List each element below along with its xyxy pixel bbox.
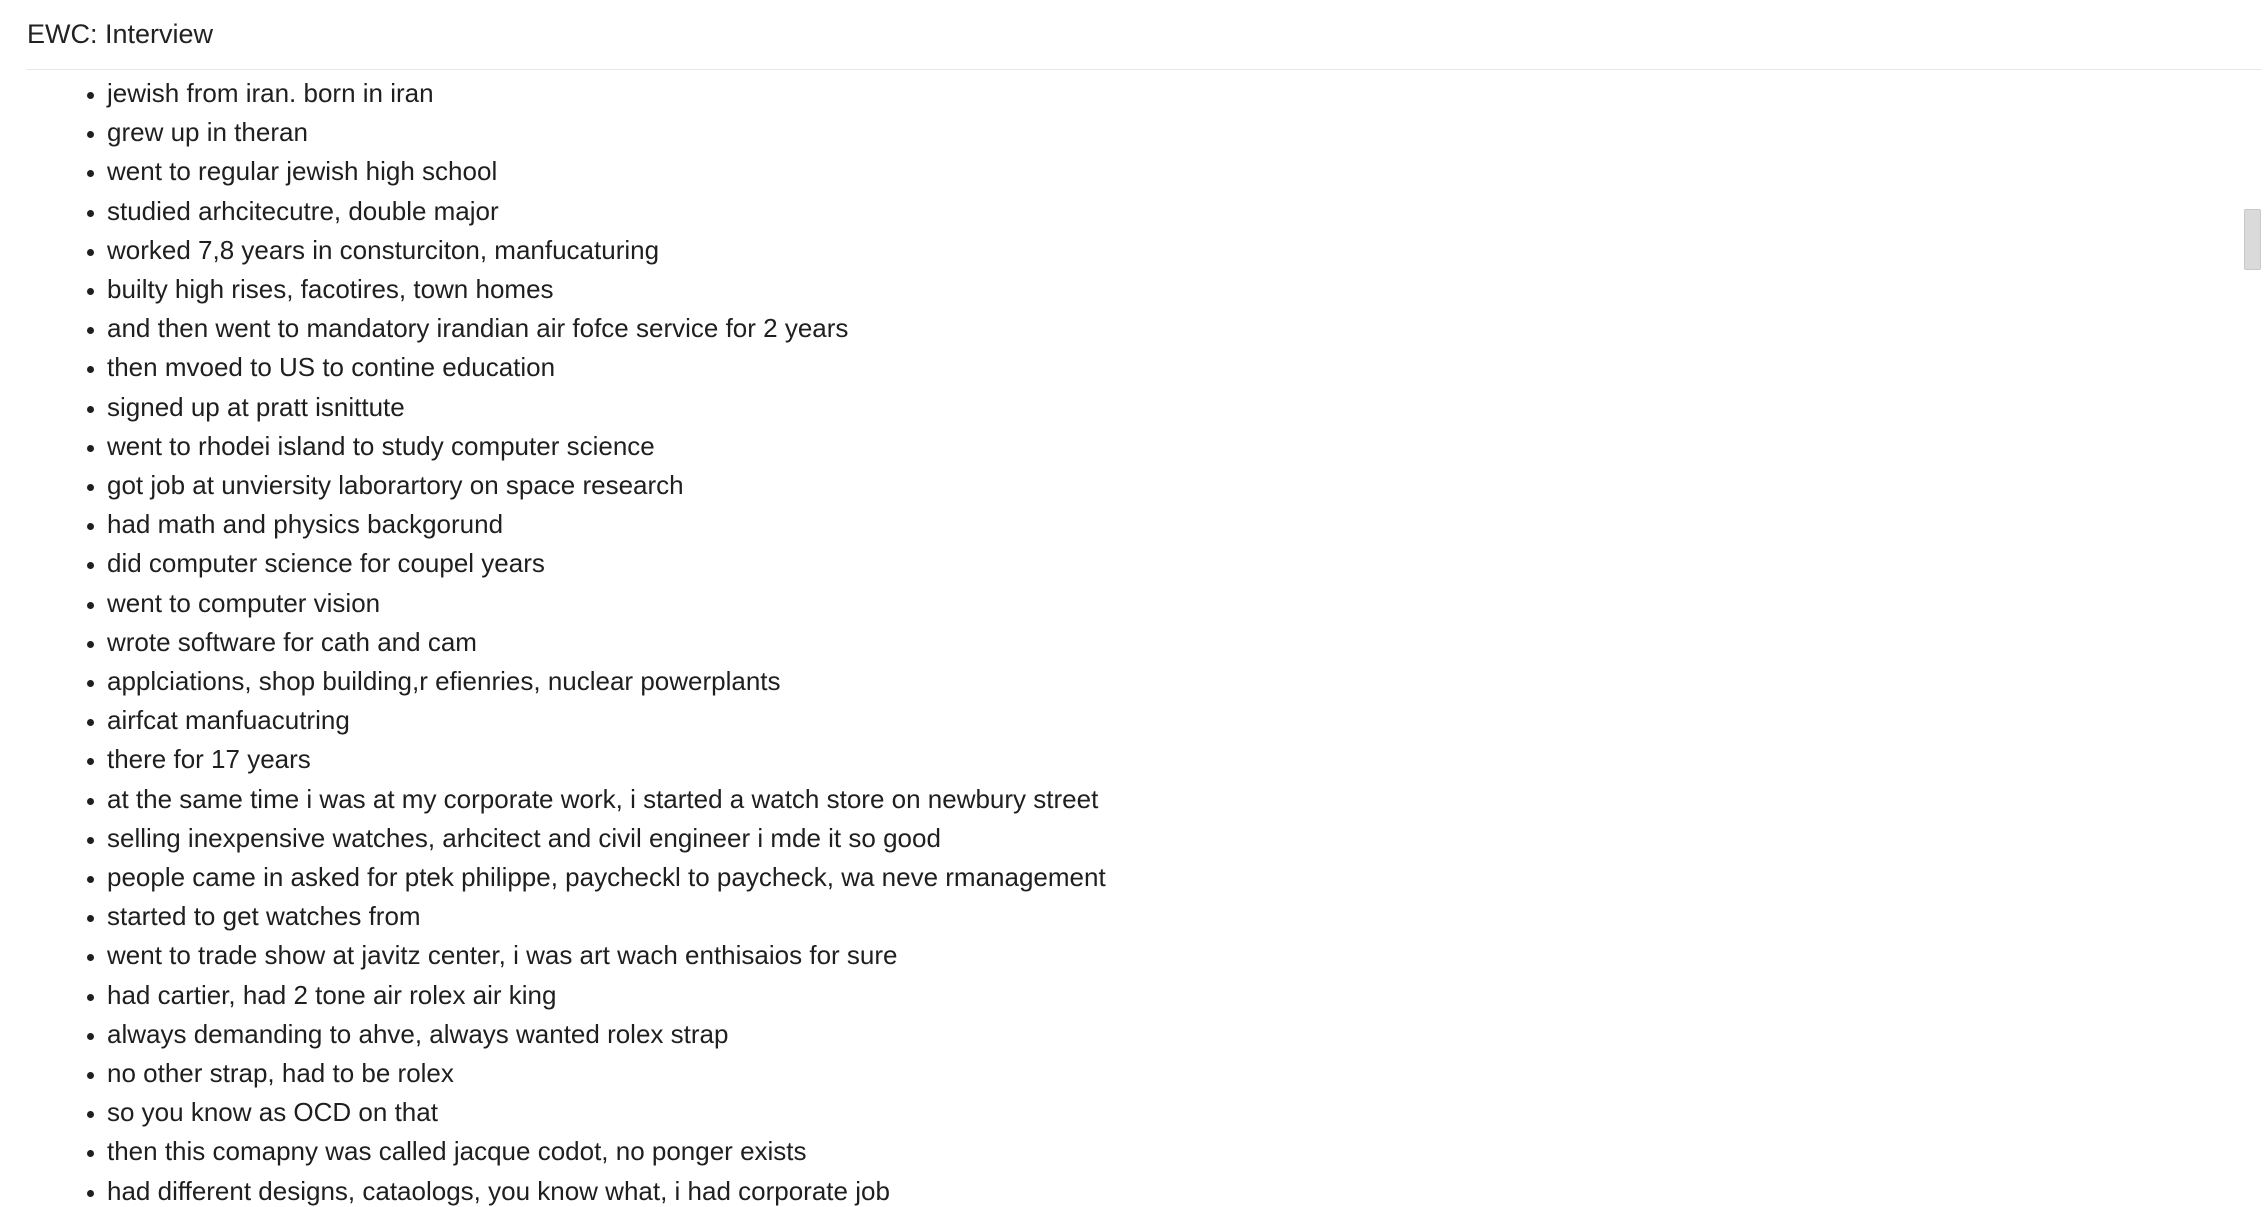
list-item: • airfcat manfuacutring	[107, 701, 2230, 740]
list-item: • builty high rises, facotires, town homes	[107, 270, 2230, 309]
document-header	[27, 0, 2261, 70]
list-item: • at the same time i was at my corporate work, i started a watch store on newbury street	[107, 780, 2230, 819]
list-item: • worked 7,8 years in consturciton, manfucaturing	[107, 231, 2230, 270]
list-item: • then this comapny was called jacque codot, no ponger exists	[107, 1132, 2230, 1171]
list-item: • always demanding to ahve, always wanted rolex strap	[107, 1015, 2230, 1054]
list-item: • went to regular jewish high school	[107, 152, 2230, 191]
list-item: • had different designs, cataologs, you know what, i had corporate job	[107, 1172, 2230, 1207]
vertical-scrollbar[interactable]	[2244, 74, 2266, 1207]
list-item: • grew up in theran	[107, 113, 2230, 152]
list-item: • studied arhcitecutre, double major	[107, 192, 2230, 231]
list-item: • there for 17 years	[107, 740, 2230, 779]
document-title: EWC: Interview	[27, 19, 214, 49]
notes-content[interactable]	[0, 74, 2230, 1207]
list-item: • got job at unviersity laborartory on space research	[107, 466, 2230, 505]
list-item: • jewish from iran. born in iran	[107, 74, 2230, 113]
list-item: • signed up at pratt isnittute	[107, 388, 2230, 427]
scrollbar-thumb[interactable]	[2244, 209, 2261, 270]
list-item: • no other strap, had to be rolex	[107, 1054, 2230, 1093]
list-item: • selling inexpensive watches, arhcitect and civil engineer i mde it so good	[107, 819, 2230, 858]
list-item: • had cartier, had 2 tone air rolex air king	[107, 976, 2230, 1015]
list-item: • and then went to mandatory irandian air fofce service for 2 years	[107, 309, 2230, 348]
list-item: • wrote software for cath and cam	[107, 623, 2230, 662]
list-item: • went to computer vision	[107, 584, 2230, 623]
list-item: • people came in asked for ptek philippe, paycheckl to paycheck, wa neve rmanagement	[107, 858, 2230, 897]
list-item: • applciations, shop building,r efienries, nuclear powerplants	[107, 662, 2230, 701]
list-item: • had math and physics backgorund	[107, 505, 2230, 544]
list-item: • so you know as OCD on that	[107, 1093, 2230, 1132]
list-item: • went to rhodei island to study computer science	[107, 427, 2230, 466]
notes-list	[0, 74, 2230, 1207]
list-item: • then mvoed to US to contine education	[107, 348, 2230, 387]
list-item: • started to get watches from	[107, 897, 2230, 936]
list-item: • did computer science for coupel years	[107, 544, 2230, 583]
list-item: • went to trade show at javitz center, i was art wach enthisaios for sure	[107, 936, 2230, 975]
